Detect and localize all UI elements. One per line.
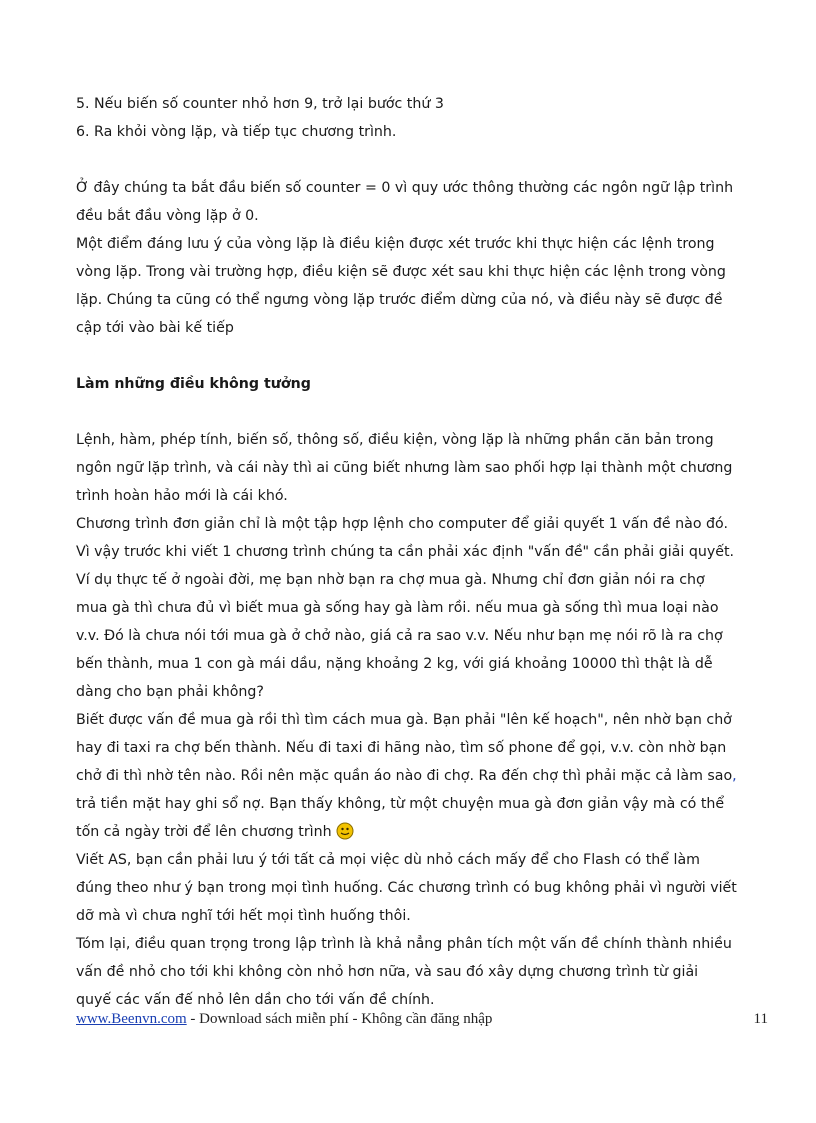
paragraph-line: Biết được vấn đề mua gà rồi thì tìm cách mua gà. Bạn phải "lên kế hoạch", nên nhờ bạn chở — [76, 712, 732, 728]
section-heading: Làm những điều không tưởng — [76, 376, 311, 392]
page-body — [76, 90, 776, 1014]
paragraph-line: vấn đề nhỏ cho tới khi không còn nhỏ hơn nữa, và sau đó xây dựng chương trình từ giải — [76, 964, 699, 980]
paragraph-line: vòng lặp. Trong vài trường hợp, điều kiện sẽ được xét sau khi thực hiện các lệnh trong vòng — [76, 264, 726, 280]
blue-comma: , — [732, 768, 737, 784]
paragraph-line: dàng cho bạn phải không? — [76, 684, 264, 700]
footer-text: - Download sách miễn phí - Không cần đăng nhập — [186, 1011, 493, 1027]
paragraph-line: dỡ mà vì chưa nghĩ tới hết mọi tình huống thôi. — [76, 908, 411, 924]
paragraph-line: quyế các vấn đế nhỏ lên dần cho tới vấn đề chính. — [76, 992, 435, 1008]
paragraph-line: ngôn ngữ lặp trình, và cái này thì ai cũng biết nhưng làm sao phối hợp lại thành một chương — [76, 460, 733, 476]
paragraph-line: lặp. Chúng ta cũng có thể ngưng vòng lặp trước điểm dừng của nó, và điều này sẽ được đề — [76, 292, 723, 308]
paragraph-text: chở đi thì nhờ tên nào. Rồi nên mặc quần áo nào đi chợ. Ra đến chợ thì phải mặc cả làm sao — [76, 768, 733, 784]
paragraph-line: Viết AS, bạn cần phải lưu ý tới tất cả mọi việc dù nhỏ cách mấy để cho Flash có thể làm — [76, 852, 700, 868]
paragraph-line — [76, 818, 776, 846]
smiley-face-icon — [336, 822, 354, 840]
paragraph-line — [76, 762, 776, 790]
paragraph-line: Ví dụ thực tế ở ngoài đời, mẹ bạn nhờ bạn ra chợ mua gà. Nhưng chỉ đơn giản nói ra chợ — [76, 572, 705, 588]
paragraph-line: mua gà thì chưa đủ vì biết mua gà sống hay gà làm rồi. nếu mua gà sống thì mua loại nào — [76, 600, 719, 616]
paragraph-line: Vì vậy trước khi viết 1 chương trình chúng ta cần phải xác định "vấn đề" cần phải giải quyết. — [76, 544, 735, 560]
paragraph-text: tốn cả ngày trời để lên chương trình — [76, 824, 332, 840]
paragraph-line: trả tiền mặt hay ghi sổ nợ. Bạn thấy không, từ một chuyện mua gà đơn giản vậy mà có thể — [76, 796, 725, 812]
paragraph-line: v.v. Đó là chưa nói tới mua gà ở chở nào, giá cả ra sao v.v. Nếu như bạn mẹ nói rõ là ra chợ — [76, 628, 723, 644]
paragraph-line: Lệnh, hàm, phép tính, biến số, thông số, điều kiện, vòng lặp là những phần căn bản trong — [76, 432, 714, 448]
step-5: 5. Nếu biến số counter nhỏ hơn 9, trở lại bước thứ 3 — [76, 96, 444, 112]
step-6: 6. Ra khỏi vòng lặp, và tiếp tục chương trình. — [76, 124, 397, 140]
paragraph-line: Chương trình đơn giản chỉ là một tập hợp lệnh cho computer để giải quyết 1 vấn đề nào đó. — [76, 516, 728, 532]
paragraph-line: hay đi taxi ra chợ bến thành. Nếu đi taxi đi hãng nào, tìm số phone để gọi, v.v. còn nhờ bạn — [76, 740, 727, 756]
paragraph-line: Tóm lại, điều quan trọng trong lập trình là khả nẳng phân tích một vấn đề chính thành nhiều — [76, 936, 732, 952]
page-footer — [76, 1011, 768, 1028]
paragraph-line: đều bắt đầu vòng lặp ở 0. — [76, 208, 259, 224]
paragraph-line: Một điểm đáng lưu ý của vòng lặp là điều kiện được xét trước khi thực hiện các lệnh trong — [76, 236, 715, 252]
paragraph-line: trình hoàn hảo mới là cái khó. — [76, 488, 288, 504]
paragraph-line: đúng theo như ý bạn trong mọi tình huống. Các chương trình có bug không phải vì người viết — [76, 880, 737, 896]
paragraph-line: Ở đây chúng ta bắt đầu biến số counter = 0 vì quy ước thông thường các ngôn ngữ lập trình — [76, 180, 734, 196]
page-number: 11 — [753, 1011, 768, 1027]
footer-left — [76, 1011, 492, 1028]
paragraph-line: cập tới vào bài kế tiếp — [76, 320, 234, 336]
paragraph-line: bến thành, mua 1 con gà mái dầu, nặng khoảng 2 kg, với giá khoảng 10000 thì thật là dễ — [76, 656, 713, 672]
website-link[interactable]: www.Beenvn.com — [76, 1011, 187, 1027]
